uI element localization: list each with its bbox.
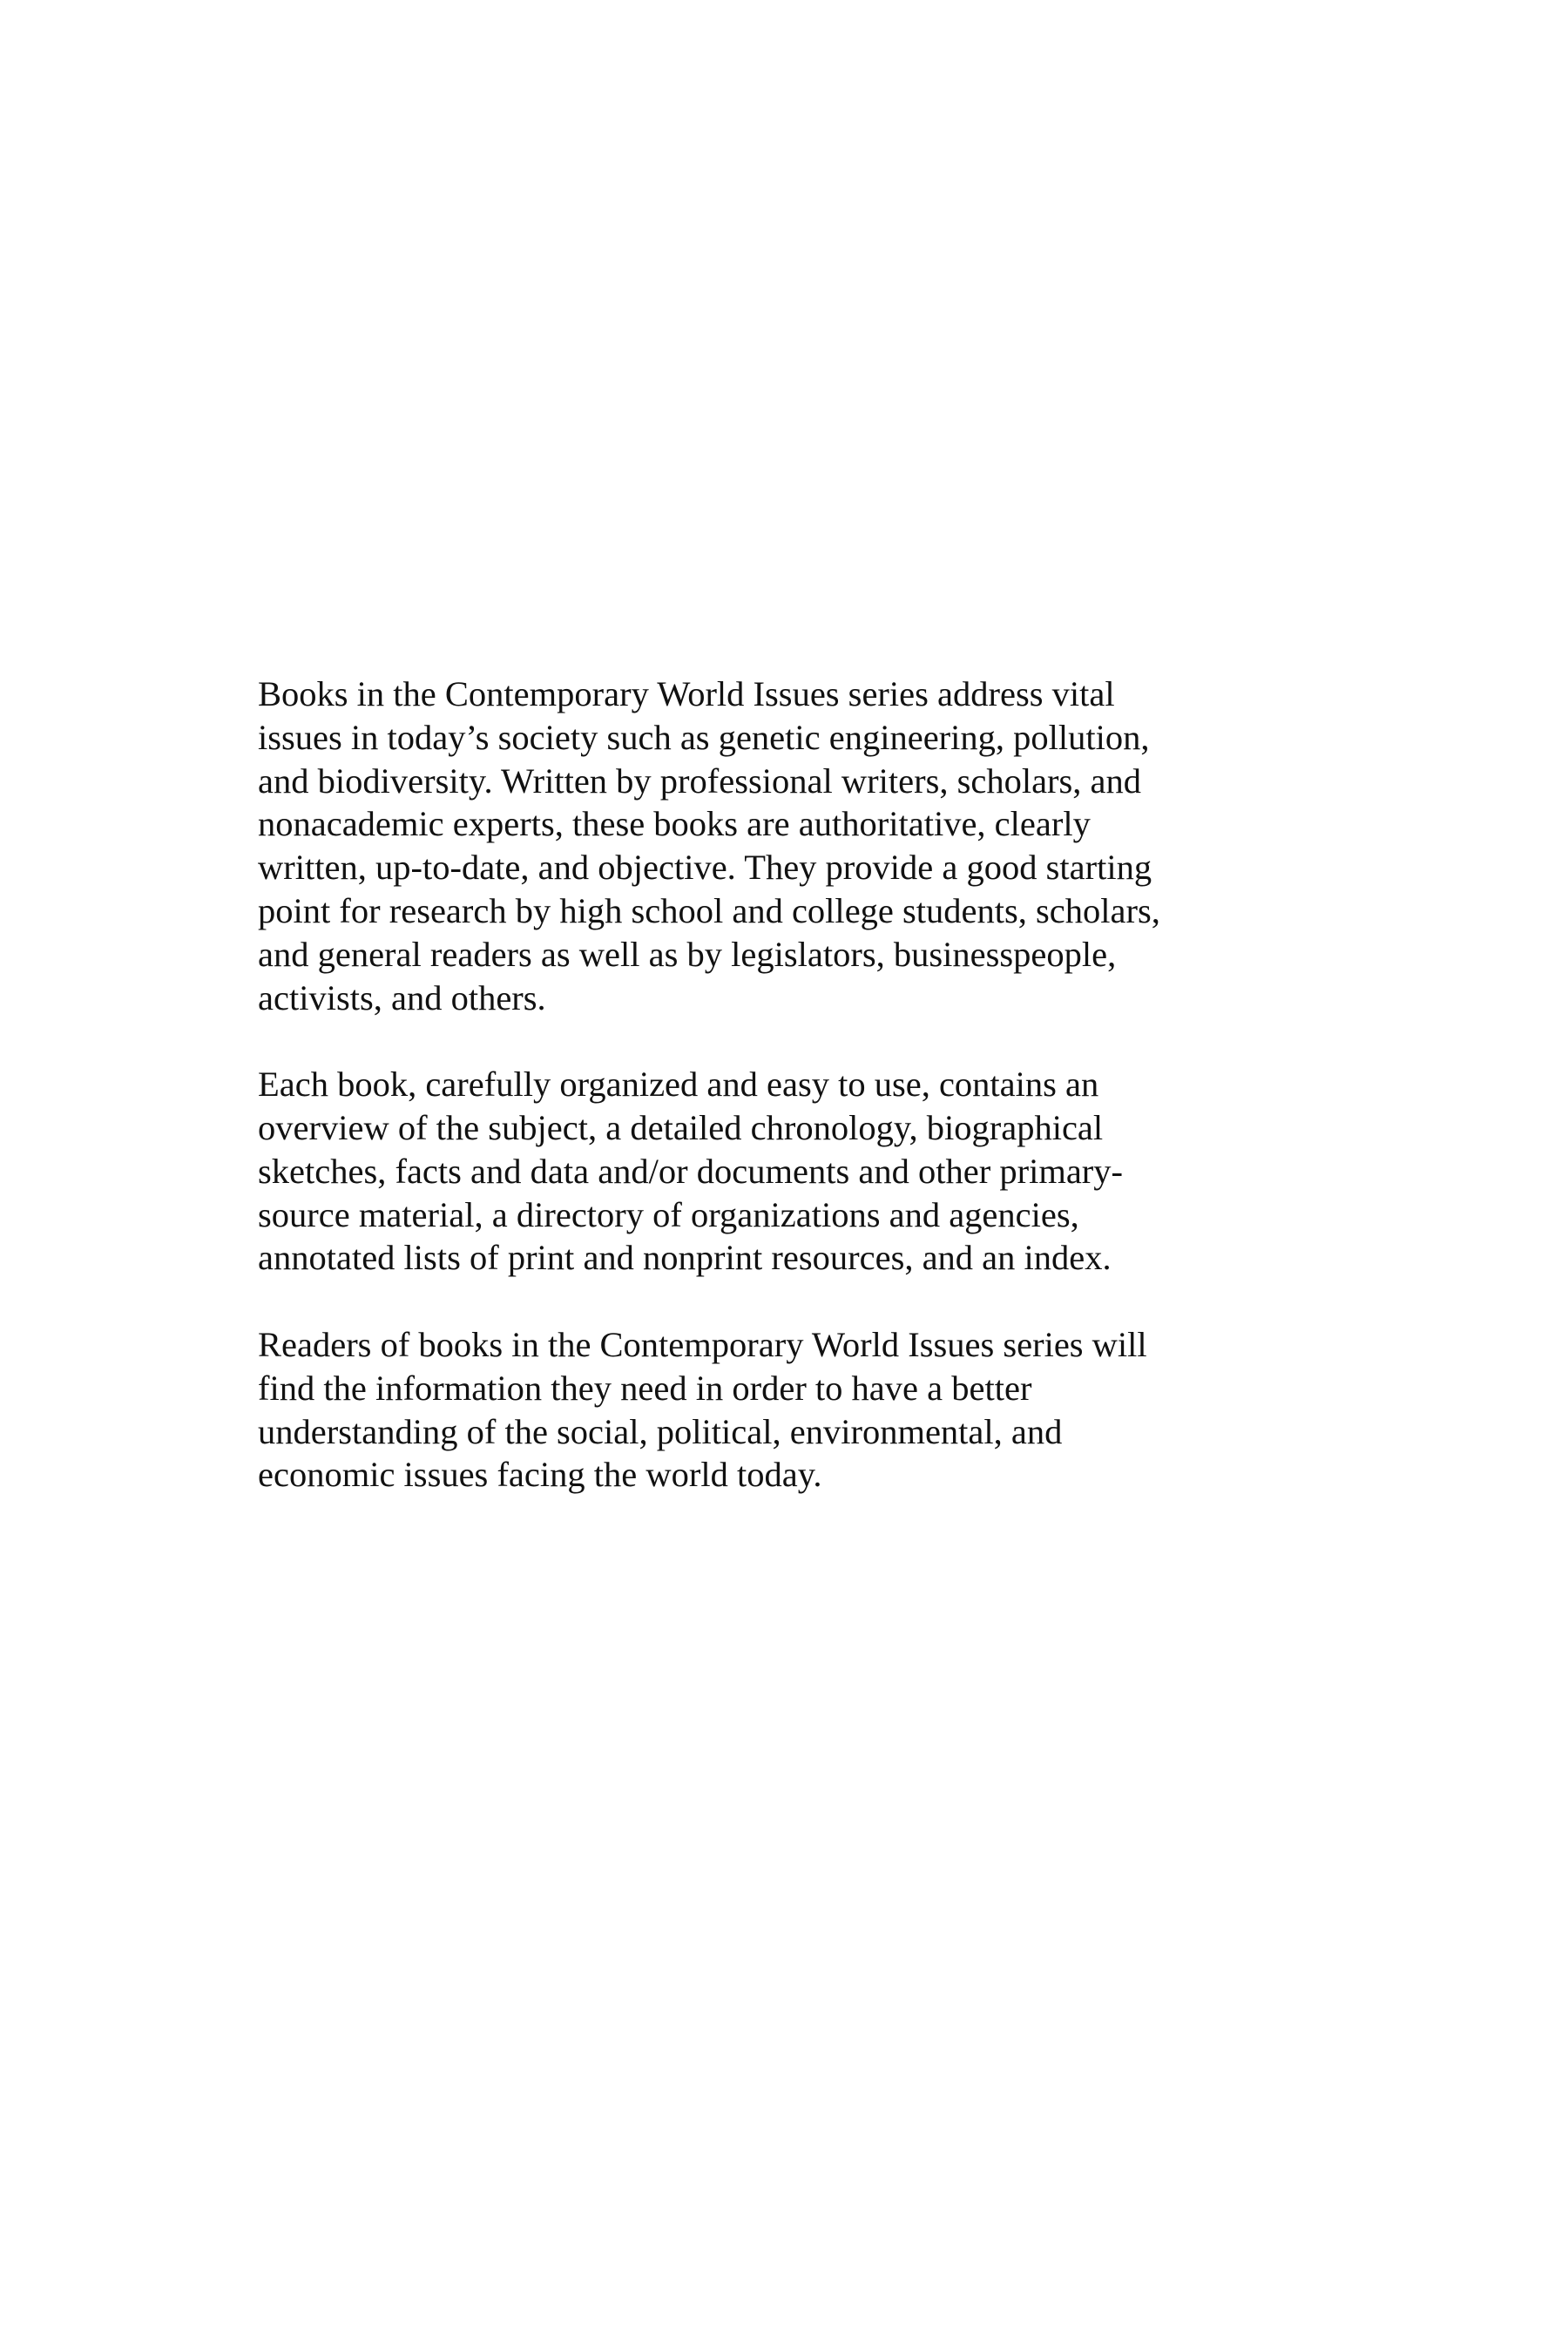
- text-line: sketches, facts and data and/or documents and other primary-: [258, 1151, 1124, 1191]
- text-line: and biodiversity. Written by professional writers, scholars, and: [258, 760, 1142, 801]
- paragraph-book-contents: [258, 1063, 1347, 1280]
- paragraph-series-overview: [258, 672, 1347, 1019]
- text-line: economic issues facing the world today.: [258, 1455, 822, 1495]
- text-line: point for research by high school and college students, scholars,: [258, 890, 1160, 930]
- paragraph-readers: [258, 1323, 1347, 1497]
- text-line: Readers of books in the Contemporary World Issues series will: [258, 1324, 1147, 1364]
- text-line: Books in the Contemporary World Issues series address vital: [258, 674, 1115, 713]
- series-description: [258, 672, 1347, 1540]
- text-line: overview of the subject, a detailed chronology, biographical: [258, 1107, 1104, 1147]
- text-line: understanding of the social, political, environmental, and: [258, 1411, 1063, 1451]
- text-line: source material, a directory of organizations and agencies,: [258, 1194, 1079, 1234]
- text-line: and general readers as well as by legislators, businesspeople,: [258, 934, 1117, 974]
- text-line: issues in today’s society such as genetic engineering, pollution,: [258, 717, 1150, 757]
- text-line: written, up-to-date, and objective. They provide a good starting: [258, 848, 1152, 888]
- text-line: activists, and others.: [258, 977, 546, 1017]
- text-line: Each book, carefully organized and easy to use, contains an: [258, 1064, 1099, 1105]
- text-line: find the information they need in order to have a better: [258, 1368, 1032, 1408]
- text-line: annotated lists of print and nonprint resources, and an index.: [258, 1238, 1112, 1278]
- text-line: nonacademic experts, these books are authoritative, clearly: [258, 804, 1091, 844]
